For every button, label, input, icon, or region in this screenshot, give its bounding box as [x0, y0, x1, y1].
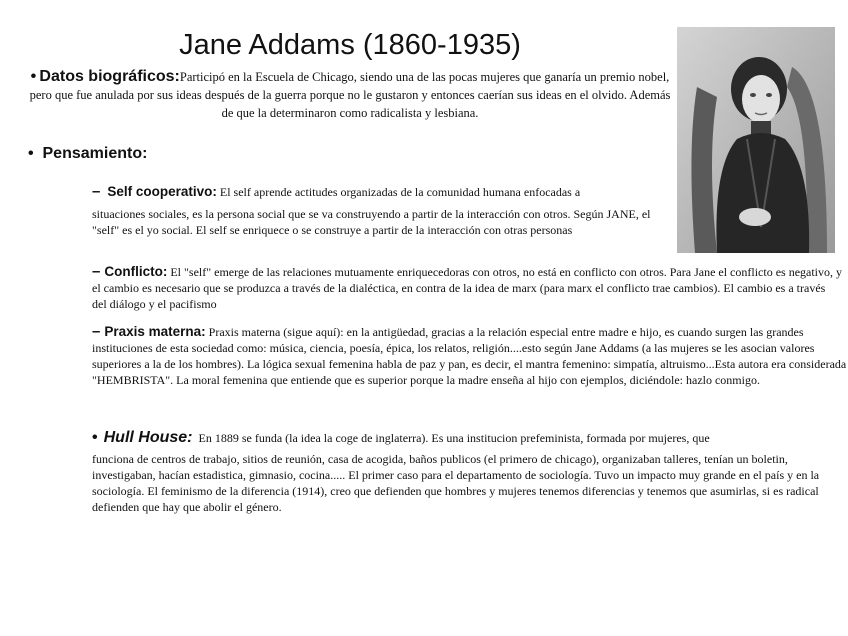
self-text: situaciones sociales, es la persona social que se va construyendo a partir de la interacción con otros. Según JANE, el "self" es el yo social. El self se enriquece o se construye a partir de la interacción con otras personas	[92, 207, 651, 237]
self-line1: El self aprende actitudes organizadas de la comunidad humana enfocadas a	[219, 185, 581, 199]
praxis-materna-paragraph	[92, 324, 847, 388]
praxis-text: Praxis materna (sigue aquí): en la antigüedad, gracias a la relación especial entre madre e hijo, es cuando surgen las grandes instituciones de esta sociedad como: música, ciencia, poesía, épica, los relatos, religión....esto según Jane Addams (a las mujeres se les asocian valores superiores a la de los hombres). La lógica sexual femenina habla de paz y pan, es decir, el mantra femenino: simpatía, altruismo...Esta autora era considerada "HEMBRISTA". La moral femenina que entiende que es superior porque la madre enseña al hijo con ejemplos, diciéndole: hazlo conmigo.	[92, 325, 847, 387]
bullet-glyph: •	[92, 429, 98, 446]
conflicto-heading: Conflicto:	[104, 264, 168, 279]
portrait-photo	[677, 27, 835, 253]
pensamiento-section	[28, 144, 147, 164]
praxis-heading: Praxis materna:	[104, 324, 206, 339]
self-cooperativo-paragraph	[92, 184, 674, 238]
datos-text: Participó en la Escuela de Chicago, siendo una de las pocas mujeres que ganaría un premio nobel, pero que fue anulada por sus ideas después de la guerra porque no le gustaron y entonces caerían sus ideas en el olvido. Además de que la determinaron como radicalista y lesbiana.	[29, 70, 671, 120]
conflicto-paragraph	[92, 264, 842, 312]
datos-biograficos-paragraph	[24, 68, 676, 122]
bullet-glyph: •	[30, 68, 37, 85]
pensamiento-heading: Pensamiento:	[42, 145, 148, 162]
dash-glyph: –	[92, 263, 101, 280]
dash-glyph: –	[92, 323, 101, 340]
hull-first-line	[92, 430, 827, 446]
bullet-glyph: •	[28, 145, 34, 162]
portrait-image	[677, 27, 835, 253]
self-first-line	[92, 184, 674, 200]
hull-heading: Hull House:	[103, 429, 193, 446]
conflicto-text: El "self" emerge de las relaciones mutuamente enriquecedoras con otros, no está en conflicto con otros. Para Jane el conflicto es negativo, y el cambio es necesario que se produzca a través de la dialéctica, en contra de la idea de marx (para marx el conflicto trae cambios). El cambio es a través del diálogo y el pacifismo	[92, 265, 843, 311]
dash-glyph: –	[92, 183, 101, 200]
hull-house-paragraph	[92, 430, 827, 515]
datos-heading: Datos biográficos:	[39, 68, 180, 85]
page-title: Jane Addams (1860-1935)	[179, 29, 521, 61]
hull-line1: En 1889 se funda (la idea la coge de inglaterra). Es una institucion prefeminista, formada por mujeres, que	[198, 431, 710, 445]
self-heading: Self cooperativo:	[107, 184, 217, 199]
hull-text: funciona de centros de trabajo, sitios de reunión, casa de acogida, baños publicos (el primero de chicago), organizaban talleres, tenían un boletin, investigaban, hacían estadistica, gimnasio, cocina..... El primer caso para el departamento de sociología. Tuvo un impacto muy grande en el país y en la sociología. El feminismo de la diferencia (1914), creo que defienden que hombres y mujeres tenemos diferencias y tenemos que asumirlas, si es radical defienden que hay que abolir el género.	[92, 452, 820, 514]
